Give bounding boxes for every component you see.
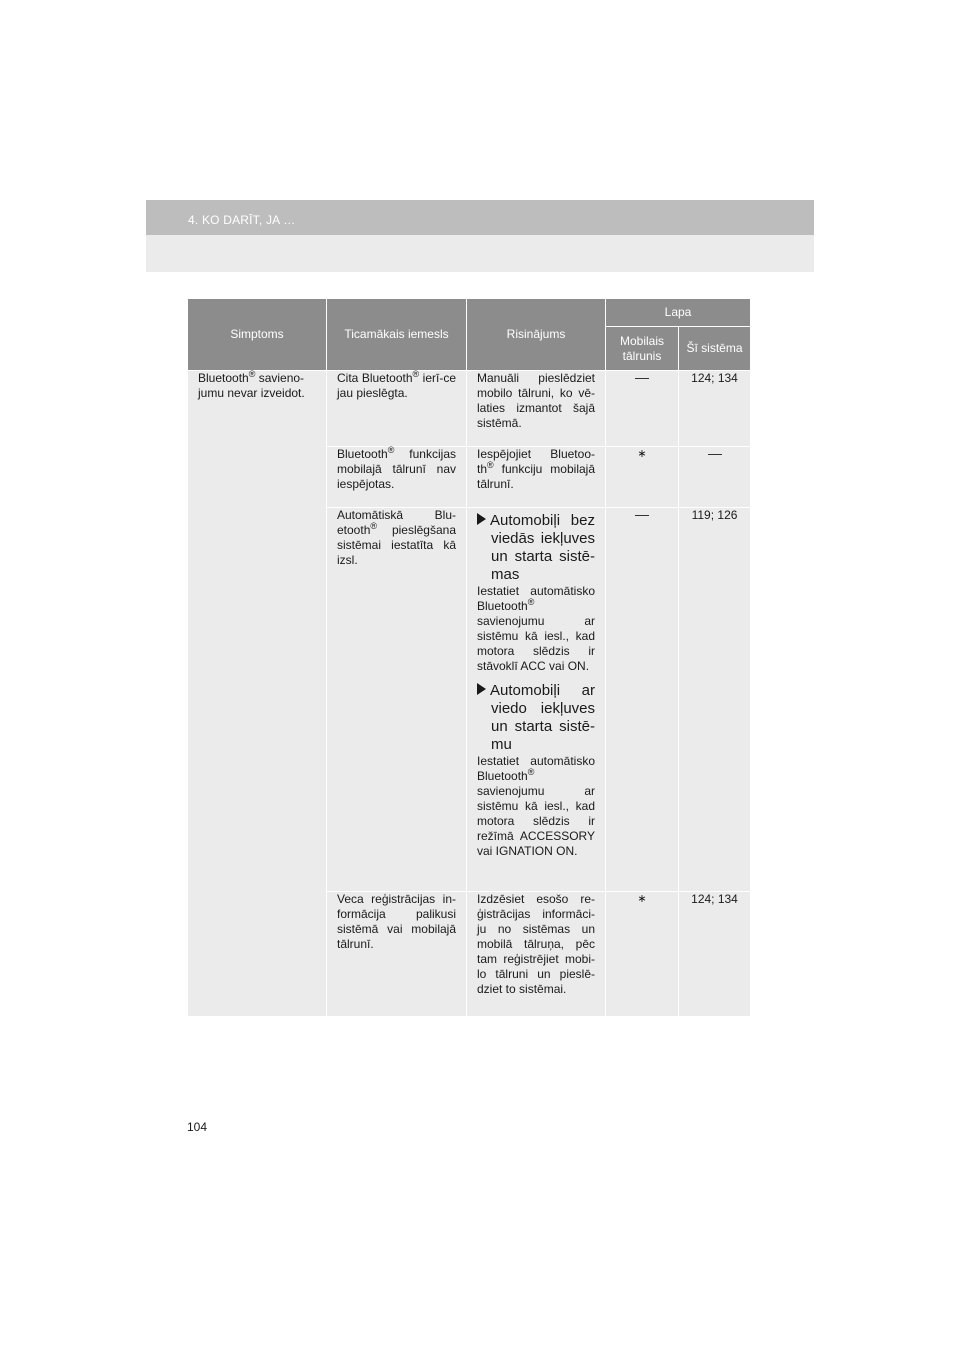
- symptom-text-cont: savieno-jumu nevar izveidot.: [198, 371, 305, 400]
- subsection-heading: Automobiļi bez viedās iekļuves un starta sistē-mas: [477, 512, 595, 584]
- registered-mark: ®: [387, 445, 395, 455]
- registered-mark: ®: [248, 369, 256, 379]
- registered-mark: ®: [487, 460, 494, 470]
- header-solution: Risinājums: [467, 299, 606, 371]
- section-header-band: [146, 200, 814, 272]
- cause-cell: Bluetooth® funkcijas mobilajā tālrunī nav iespējotas.: [327, 447, 467, 508]
- troubleshooting-table: [187, 298, 751, 1017]
- header-cause: Ticamākais iemesls: [327, 299, 467, 371]
- cause-cell: Veca reģistrācijas in-formācija palikusi sistēmā vai mobilajā tālrunī.: [327, 892, 467, 1017]
- cause-cell: Automātiskā Blu-etooth® pieslēgšana sistēmai iestatīta kā izsl.: [327, 508, 467, 892]
- system-page-cell: 124; 134: [679, 371, 751, 447]
- system-page-cell: [679, 447, 751, 508]
- dash-mark: [635, 515, 649, 516]
- subsection-heading: Automobiļi ar viedo iekļuves un starta sistē-mu: [477, 682, 595, 754]
- dash-mark: [708, 454, 722, 455]
- mobile-page-cell: ∗: [606, 892, 679, 1017]
- registered-mark: ®: [370, 521, 378, 531]
- subsection-text: Iestatiet automātisko Bluetooth® savienojumu ar sistēmu kā iesl., kad motora slēdzis ir režīmā ACCESSORY vai IGNATION ON.: [477, 754, 595, 858]
- header-symptom: Simptoms: [188, 299, 327, 371]
- solution-cell: Iespējojiet Bluetoo-th® funkciju mobilajā tālrunī.: [467, 447, 606, 508]
- registered-mark: ®: [412, 369, 420, 379]
- header-mobile: Mobilais tālrunis: [606, 327, 679, 371]
- subsection-text: Iestatiet automātisko Bluetooth® savienojumu ar sistēmu kā iesl., kad motora slēdzis ir stāvoklī ACC vai ON.: [477, 584, 595, 673]
- mobile-page-cell: ∗: [606, 447, 679, 508]
- triangle-bullet-icon: [477, 513, 486, 525]
- page-number: 104: [187, 1120, 208, 1134]
- dash-mark: [635, 378, 649, 379]
- header-page: Lapa: [606, 299, 751, 327]
- solution-cell: Manuāli pieslēdziet mobilo tālruni, ko vē-laties izmantot šajā sistēmā.: [467, 371, 606, 447]
- solution-cell: [467, 508, 606, 892]
- cause-cell: Cita Bluetooth® ierī-ce jau pieslēgta.: [327, 371, 467, 447]
- section-header-bar: [146, 200, 814, 235]
- registered-mark: ®: [527, 597, 535, 607]
- solution-cell: Izdzēsiet esošo re-ģistrācijas informāci-ju no sistēmas un mobilā tālruņa, pēc tam reģistrējiet mobi-lo tālruni un pieslē-dziet to sistēmai.: [467, 892, 606, 1017]
- section-title: 4. KO DARĪT, JA …: [188, 213, 296, 227]
- symptom-text: Bluetooth: [198, 371, 249, 385]
- symptom-cell: [188, 371, 327, 1017]
- header-system: Šī sistēma: [679, 327, 751, 371]
- mobile-page-cell: [606, 371, 679, 447]
- triangle-bullet-icon: [477, 683, 486, 695]
- system-page-cell: 124; 134: [679, 892, 751, 1017]
- registered-mark: ®: [527, 767, 535, 777]
- system-page-cell: 119; 126: [679, 508, 751, 892]
- table-row: [188, 371, 751, 447]
- mobile-page-cell: [606, 508, 679, 892]
